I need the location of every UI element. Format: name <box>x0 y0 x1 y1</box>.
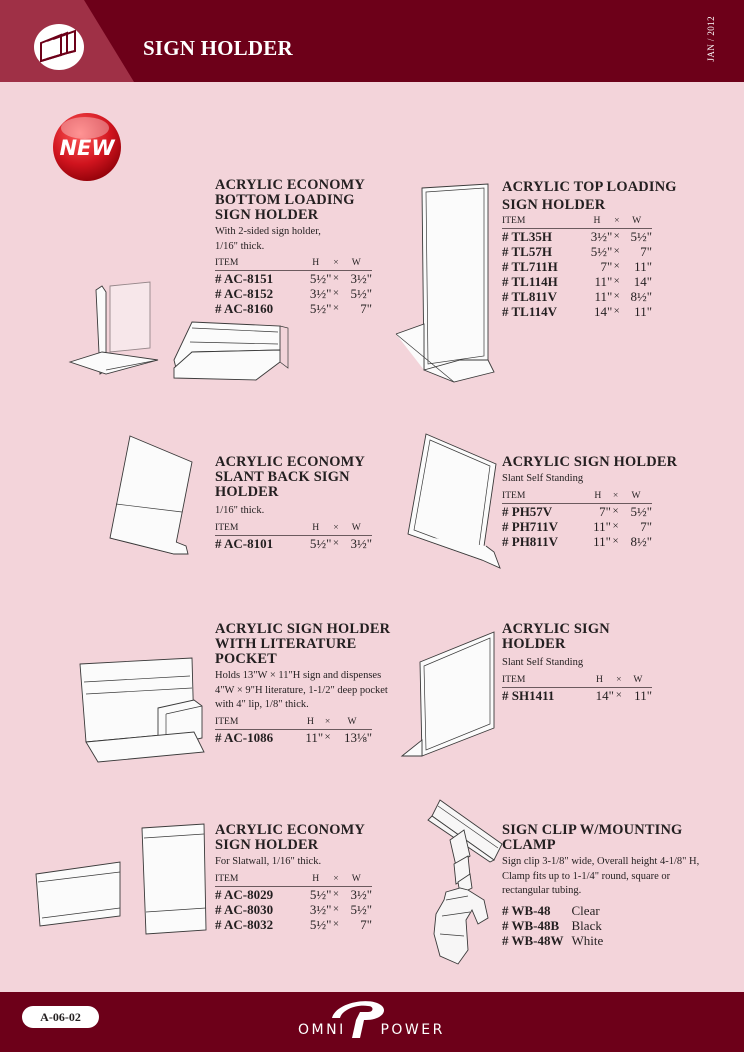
table-row: # AC-8029 5½" × 3½" <box>215 886 372 902</box>
product-slant-back <box>215 455 375 551</box>
product-title: ACRYLIC SIGN HOLDER <box>502 621 610 652</box>
table-row: # AC-8152 3½" × 5½" <box>215 286 372 301</box>
product-sign-holder-ph <box>502 455 682 549</box>
table-row: # SH1411 14" × 11" <box>502 687 652 703</box>
table-row: # PH811V 11" × 8½" <box>502 533 652 549</box>
slant-sign-holder-sh-illustration <box>398 632 502 762</box>
badge-label: NEW <box>59 136 115 160</box>
table-row: # PH57V 7" × 5½" <box>502 503 652 519</box>
table-row: # AC-8030 3½" × 5½" <box>215 901 372 917</box>
literature-pocket-illustration <box>72 654 208 764</box>
product-title: ACRYLIC ECONOMY SLANT BACK SIGN HOLDER <box>215 454 365 500</box>
table-row: # TL711H 7" × 11" <box>502 259 652 274</box>
product-sign-clip <box>502 823 722 948</box>
product-title: ACRYLIC TOP LOADING SIGN HOLDER <box>502 179 677 213</box>
product-title: ACRYLIC ECONOMY BOTTOM LOADING SIGN HOLDER <box>215 177 365 223</box>
new-badge <box>52 112 122 182</box>
list-item: # WB-48 Clear <box>502 902 600 918</box>
product-description: Sign clip 3-1/8" wide, Overall height 4-1/8" H, Clamp fits up to 1-1/4" round, square or rectangular tubing. <box>502 856 700 896</box>
variant-list <box>502 903 603 948</box>
slant-back-illustration <box>100 436 196 566</box>
table-row: # AC-8160 5½" × 7" <box>215 301 372 316</box>
product-description: With 2-sided sign holder, 1/16" thick. <box>215 226 321 252</box>
table-row: # TL114V 14" × 11" <box>502 304 652 319</box>
top-loading-illustration <box>394 184 504 384</box>
product-description: 1/16" thick. <box>215 505 265 516</box>
economy-slatwall-illustration <box>34 820 214 936</box>
spec-table: ITEM H × W # AC-1086 11" × 13⅛" <box>215 715 372 745</box>
sign-holder-icon <box>31 21 87 73</box>
product-top-loading <box>502 178 682 319</box>
table-row: # TL114H 11" × 14" <box>502 274 652 289</box>
spec-table: ITEM H × W # AC-8151 5½" × 3½" # AC-8152 3½" × 5½" # AC-8160 5½" × 7" <box>215 257 372 316</box>
table-row: # PH711V 11" × 7" <box>502 518 652 534</box>
product-title: ACRYLIC SIGN HOLDER WITH LITERATURE POCKET <box>215 621 391 667</box>
brand-name: OMNI POWER <box>298 1022 445 1038</box>
sign-clip-illustration <box>424 800 508 970</box>
spec-table: ITEM H × W # SH1411 14" × 11" <box>502 673 652 703</box>
table-row: # AC-8151 5½" × 3½" <box>215 271 372 286</box>
product-economy-slatwall <box>215 823 375 932</box>
issue-date: JAN / 2012 <box>706 16 716 62</box>
product-title: ACRYLIC SIGN HOLDER <box>502 454 678 470</box>
product-description: For Slatwall, 1/16" thick. <box>215 856 322 867</box>
slant-sign-holder-ph-illustration <box>400 434 504 570</box>
table-row: # AC-1086 11" × 13⅛" <box>215 729 372 745</box>
table-row: # TL811V 11" × 8½" <box>502 289 652 304</box>
product-sign-holder-sh <box>502 622 682 703</box>
table-row: # TL35H 3½" × 5½" <box>502 229 652 244</box>
table-row: # AC-8032 5½" × 7" <box>215 916 372 932</box>
spec-table: ITEM H × W # AC-8029 5½" × 3½" # AC-8030 3½" × 5½" # AC-8032 5½" × 7" <box>215 872 372 932</box>
list-item: # WB-48W White <box>502 932 604 948</box>
product-title: ACRYLIC ECONOMY SIGN HOLDER <box>215 822 365 853</box>
product-literature-pocket <box>215 622 405 745</box>
product-description: Holds 13"W × 11"H sign and dispenses 4"W × 9"H literature, 1-1/2" deep pocket with 4" lip, 1/8" thick. <box>215 670 388 710</box>
table-row: # TL57H 5½" × 7" <box>502 244 652 259</box>
list-item: # WB-48B Black <box>502 917 602 933</box>
page-number: A-06-02 <box>22 1006 99 1028</box>
product-description: Slant Self Standing <box>502 657 584 668</box>
page-title: SIGN HOLDER <box>143 36 293 60</box>
table-row: # AC-8101 5½" × 3½" <box>215 535 372 551</box>
spec-table: ITEM H × W # AC-8101 5½" × 3½" <box>215 521 372 551</box>
product-title: SIGN CLIP W/MOUNTING CLAMP <box>502 822 683 853</box>
spec-table: ITEM H × W # TL35H 3½" × 5½" # TL57H 5½" × 7" # TL711H 7" × 11" # TL114H 11" × 14" # TL811V 11" × 8½" # TL114V 14" × 11" <box>502 215 652 319</box>
economy-bottom-loading-illustration <box>66 282 306 382</box>
product-description: Slant Self Standing <box>502 473 584 484</box>
spec-table: ITEM H × W # PH57V 7" × 5½" # PH711V 11" × 7" # PH811V 11" × 8½" <box>502 489 652 549</box>
